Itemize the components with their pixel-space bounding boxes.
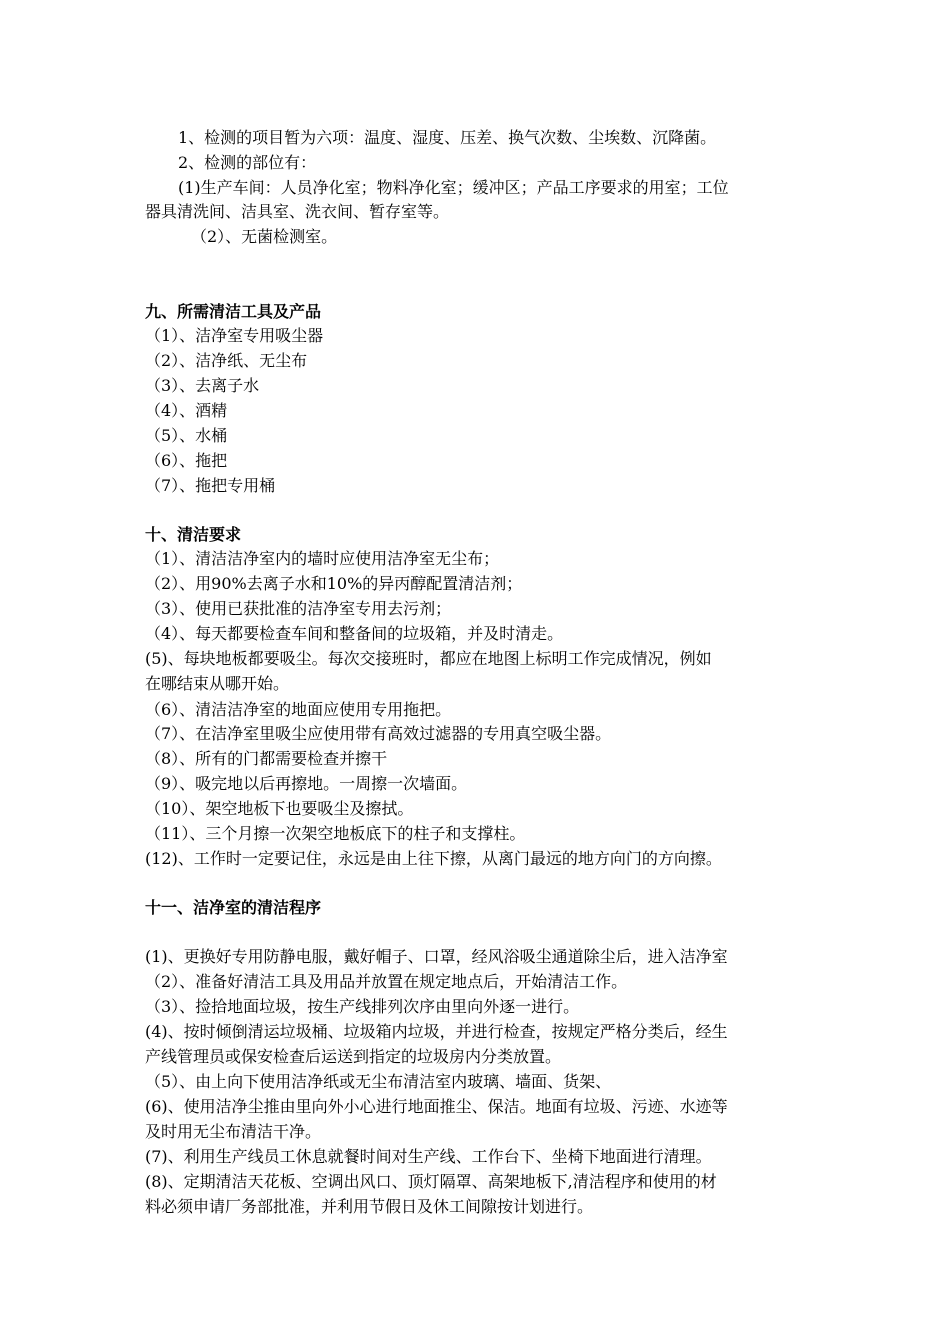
list-item: 料必须申请厂务部批准，并利用节假日及休工间隙按计划进行。 bbox=[145, 1197, 594, 1216]
section-heading: 十一、洁净室的清洁程序 bbox=[145, 898, 322, 917]
list-item: (8)、定期清洁天花板、空调出风口、顶灯隔罩、高架地板下,清洁程序和使用的材 bbox=[145, 1172, 717, 1191]
list-item: （9）、吸完地以后再擦地。一周擦一次墙面。 bbox=[145, 774, 468, 793]
list-item: （3）、使用已获批准的洁净室专用去污剂； bbox=[145, 599, 452, 618]
list-item: （6）、拖把 bbox=[145, 451, 228, 470]
paragraph-line: (1)生产车间：人员净化室；物料净化室；缓冲区；产品工序要求的用室；工位 bbox=[178, 178, 729, 197]
list-item: （6）、清洁洁净室的地面应使用专用拖把。 bbox=[145, 700, 452, 719]
paragraph-line: 2、检测的部位有： bbox=[178, 153, 317, 172]
list-item: （2）、准备好清洁工具及用品并放置在规定地点后，开始清洁工作。 bbox=[145, 972, 628, 991]
list-item: 产线管理员或保安检查后运送到指定的垃圾房内分类放置。 bbox=[145, 1047, 562, 1066]
list-item: （2）、用90%去离子水和10%的异丙醇配置清洁剂； bbox=[145, 574, 523, 593]
paragraph-line: 1、检测的项目暂为六项：温度、湿度、压差、换气次数、尘埃数、沉降菌。 bbox=[178, 128, 717, 147]
list-item: 及时用无尘布清洁干净。 bbox=[145, 1122, 322, 1141]
list-item: （5）、水桶 bbox=[145, 426, 228, 445]
list-item: （4）、酒精 bbox=[145, 401, 228, 420]
section-heading: 九、所需清洁工具及产品 bbox=[145, 302, 322, 321]
list-item: （7）、在洁净室里吸尘应使用带有高效过滤器的专用真空吸尘器。 bbox=[145, 724, 612, 743]
list-item: (6)、使用洁净尘推由里向外小心进行地面推尘、保洁。地面有垃圾、污迹、水迹等 bbox=[145, 1097, 728, 1116]
list-item: （2）、洁净纸、无尘布 bbox=[145, 351, 308, 370]
list-item: （5）、由上向下使用洁净纸或无尘布清洁室内玻璃、墙面、货架、 bbox=[145, 1072, 612, 1091]
section-heading: 十、清洁要求 bbox=[145, 525, 242, 544]
list-item: 在哪结束从哪开始。 bbox=[145, 674, 290, 693]
list-item: （1）、清洁洁净室内的墙时应使用洁净室无尘布； bbox=[145, 549, 500, 568]
list-item: （8）、所有的门都需要检查并擦干 bbox=[145, 749, 388, 768]
list-item: (1)、更换好专用防静电服，戴好帽子、口罩，经风浴吸尘通道除尘后，进入洁净室 bbox=[145, 947, 728, 966]
list-item: (4)、按时倾倒清运垃圾桶、垃圾箱内垃圾，并进行检查，按规定严格分类后，经生 bbox=[145, 1022, 728, 1041]
list-item: （3）、捡拾地面垃圾，按生产线排列次序由里向外逐一进行。 bbox=[145, 997, 580, 1016]
list-item: （10）、架空地板下也要吸尘及擦拭。 bbox=[145, 799, 414, 818]
paragraph-line: （2）、无菌检测室。 bbox=[191, 227, 338, 246]
list-item: （3）、去离子水 bbox=[145, 376, 260, 395]
list-item: （11）、三个月擦一次架空地板底下的柱子和支撑柱。 bbox=[145, 824, 526, 843]
list-item: (12)、工作时一定要记住，永远是由上往下擦，从离门最远的地方向门的方向擦。 bbox=[145, 849, 722, 868]
list-item: （1）、洁净室专用吸尘器 bbox=[145, 326, 324, 345]
list-item: （4）、每天都要检查车间和整备间的垃圾箱，并及时清走。 bbox=[145, 624, 564, 643]
paragraph-line: 器具清洗间、洁具室、洗衣间、暂存室等。 bbox=[145, 202, 450, 221]
list-item: (5)、每块地板都要吸尘。每次交接班时，都应在地图上标明工作完成情况，例如 bbox=[145, 649, 712, 668]
list-item: (7)、利用生产线员工休息就餐时间对生产线、工作台下、坐椅下地面进行清理。 bbox=[145, 1147, 712, 1166]
list-item: （7）、拖把专用桶 bbox=[145, 476, 276, 495]
